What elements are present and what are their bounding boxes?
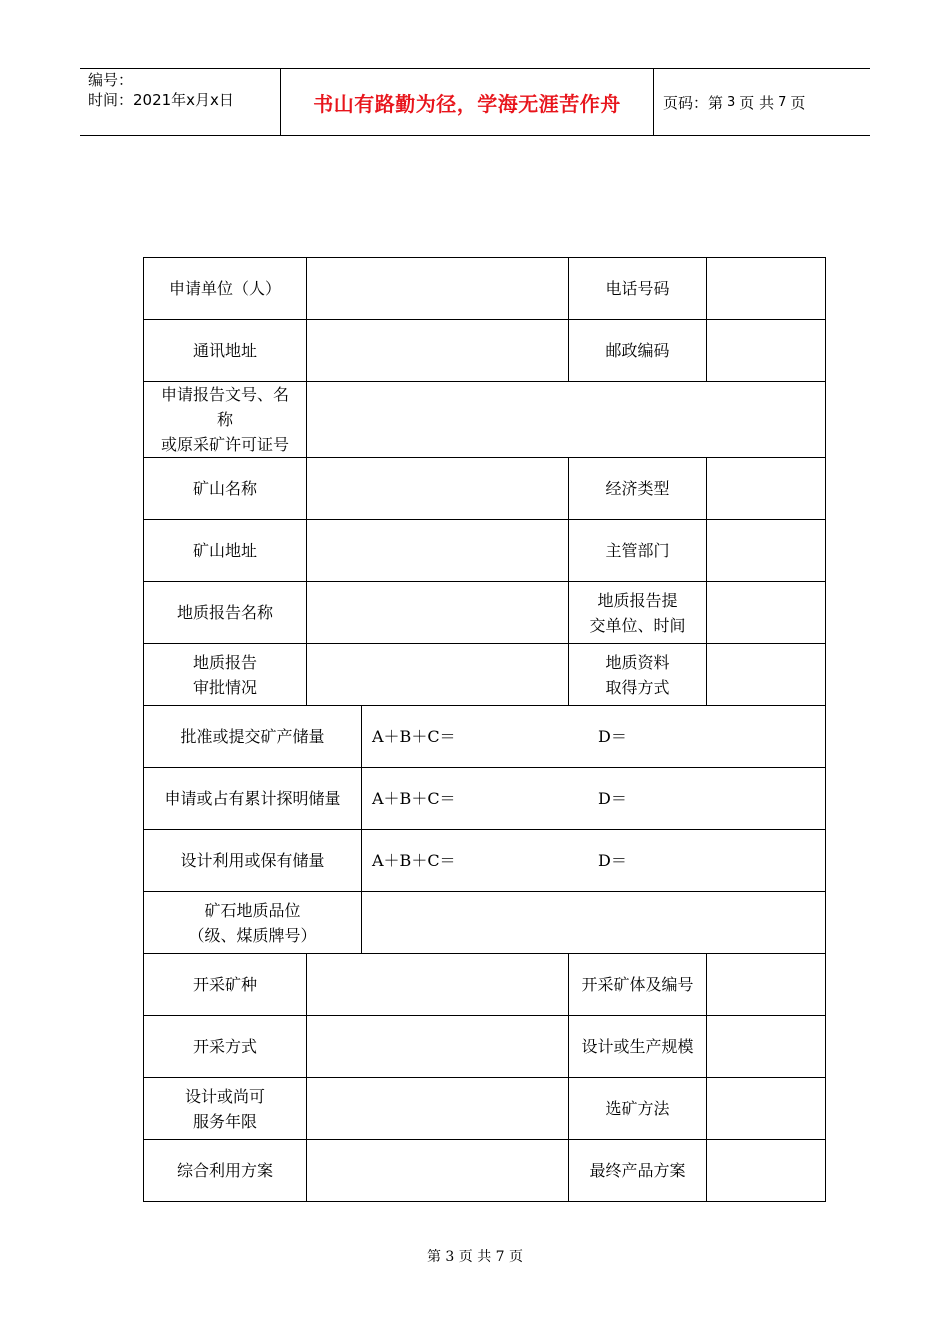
page-number: 3	[727, 94, 736, 110]
label-service-years-line1: 设计或尚可	[184, 1086, 265, 1106]
field-applicant[interactable]	[307, 258, 569, 320]
label-geo-data-line2: 取得方式	[605, 677, 670, 697]
label-applicant: 申请单位（人）	[144, 258, 307, 320]
abc-label: A＋B＋C＝	[372, 789, 456, 808]
label-mine-address: 矿山地址	[144, 520, 307, 582]
doc-number-label: 编号：	[88, 71, 134, 89]
field-mining-method[interactable]	[307, 1016, 569, 1078]
field-postcode[interactable]	[707, 320, 826, 382]
label-report-number-line3: 或原采矿许可证号	[160, 435, 289, 454]
label-final-product: 最终产品方案	[569, 1140, 707, 1202]
label-geo-data-line1: 地质资料	[605, 652, 670, 672]
field-phone[interactable]	[707, 258, 826, 320]
label-beneficiation: 选矿方法	[569, 1078, 707, 1140]
label-geo-review	[144, 644, 307, 706]
field-applied-reserves[interactable]	[362, 768, 826, 830]
label-geo-review-line2: 审批情况	[192, 677, 257, 697]
field-geo-submit[interactable]	[707, 582, 826, 644]
label-ore-body: 开采矿体及编号	[569, 954, 707, 1016]
label-service-years-line2: 服务年限	[192, 1111, 257, 1131]
field-mine-address[interactable]	[307, 520, 569, 582]
label-mining-method: 开采方式	[144, 1016, 307, 1078]
field-final-product[interactable]	[707, 1140, 826, 1202]
field-scale[interactable]	[707, 1016, 826, 1078]
field-address[interactable]	[307, 320, 569, 382]
label-geo-submit-line2: 交单位、时间	[589, 615, 686, 635]
label-geo-data	[569, 644, 707, 706]
field-ore-grade[interactable]	[362, 892, 826, 954]
page-prefix: 页码：第	[663, 93, 724, 112]
label-ore-grade	[144, 892, 362, 954]
header-motto: 书山有路勤为径，学海无涯苦作舟	[313, 91, 621, 116]
label-report-number-line1: 申请报告文号、名	[160, 385, 289, 404]
label-geo-review-line1: 地质报告	[192, 652, 257, 672]
field-utilization[interactable]	[307, 1140, 569, 1202]
abc-label: A＋B＋C＝	[372, 727, 456, 746]
header-meta	[80, 69, 281, 135]
label-design-reserves: 设计利用或保有储量	[144, 830, 362, 892]
field-report-number[interactable]	[307, 382, 826, 458]
d-label: D＝	[598, 789, 627, 808]
page-mid: 页 共	[739, 93, 775, 112]
doc-time-label: 时间：2021年x月x日	[88, 91, 234, 109]
page-total: 7	[778, 94, 787, 110]
page-header	[80, 68, 870, 136]
field-geo-review[interactable]	[307, 644, 569, 706]
field-approved-reserves[interactable]	[362, 706, 826, 768]
mining-application-form	[143, 257, 826, 1202]
label-applied-reserves: 申请或占有累计探明储量	[144, 768, 362, 830]
label-approved-reserves: 批准或提交矿产储量	[144, 706, 362, 768]
label-phone: 电话号码	[569, 258, 707, 320]
field-mine-name[interactable]	[307, 458, 569, 520]
label-geo-submit-line1: 地质报告提	[597, 590, 678, 610]
field-service-years[interactable]	[307, 1078, 569, 1140]
label-geo-report-name: 地质报告名称	[144, 582, 307, 644]
label-mineral-type: 开采矿种	[144, 954, 307, 1016]
header-page-info	[654, 69, 870, 135]
label-report-number-line2: 称	[216, 410, 233, 429]
field-mineral-type[interactable]	[307, 954, 569, 1016]
label-mine-name: 矿山名称	[144, 458, 307, 520]
field-economic-type[interactable]	[707, 458, 826, 520]
abc-label: A＋B＋C＝	[372, 851, 456, 870]
d-label: D＝	[598, 727, 627, 746]
label-report-number	[144, 382, 307, 458]
label-utilization: 综合利用方案	[144, 1140, 307, 1202]
page-footer: 第 3 页 共 7 页	[426, 1249, 524, 1265]
page-suffix: 页	[790, 93, 806, 112]
field-geo-report-name[interactable]	[307, 582, 569, 644]
label-geo-submit	[569, 582, 707, 644]
d-label: D＝	[598, 851, 627, 870]
field-beneficiation[interactable]	[707, 1078, 826, 1140]
label-postcode: 邮政编码	[569, 320, 707, 382]
label-economic-type: 经济类型	[569, 458, 707, 520]
field-geo-data[interactable]	[707, 644, 826, 706]
field-ore-body[interactable]	[707, 954, 826, 1016]
field-design-reserves[interactable]	[362, 830, 826, 892]
label-address: 通讯地址	[144, 320, 307, 382]
field-authority[interactable]	[707, 520, 826, 582]
label-authority: 主管部门	[569, 520, 707, 582]
label-service-years	[144, 1078, 307, 1140]
label-ore-grade-line1: 矿石地质品位	[204, 900, 301, 920]
label-ore-grade-line2: （级、煤质牌号）	[188, 925, 317, 945]
header-motto-cell	[281, 69, 654, 135]
label-scale: 设计或生产规模	[569, 1016, 707, 1078]
